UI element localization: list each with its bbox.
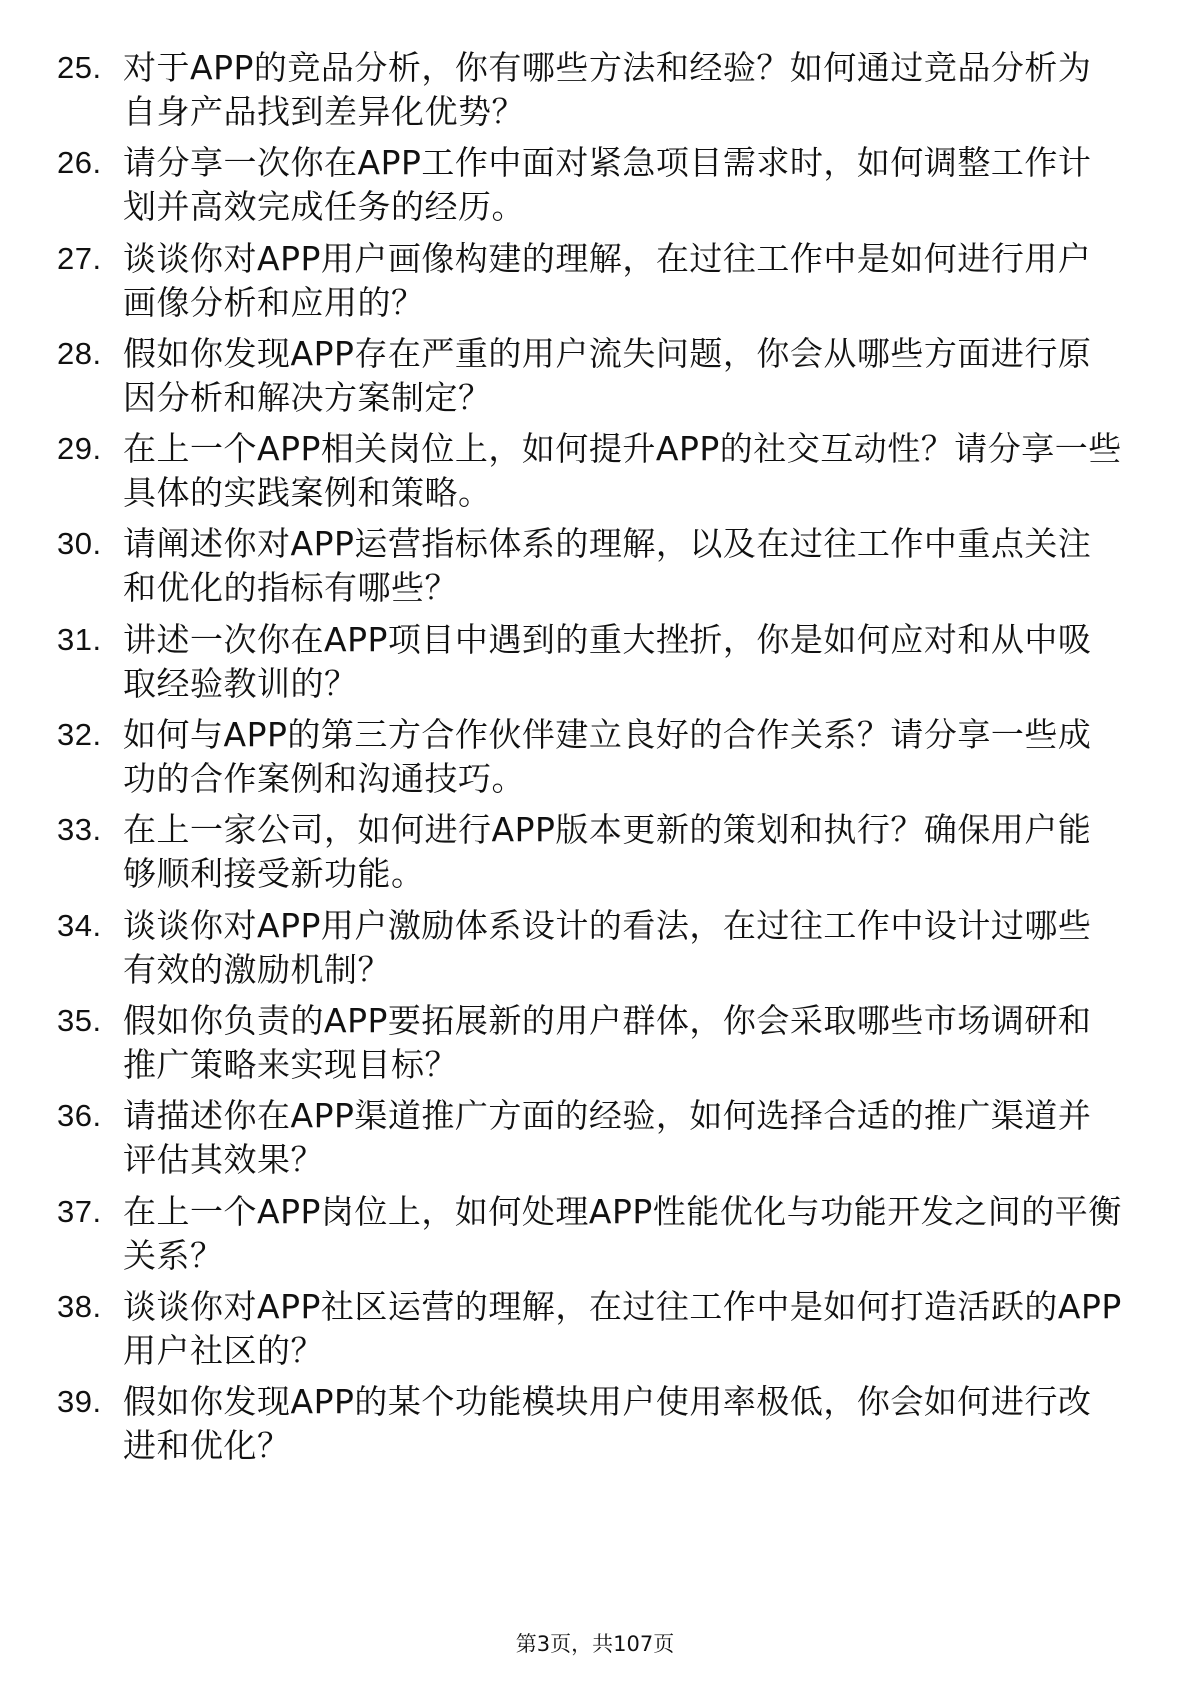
question-number: 25. [57, 50, 102, 85]
question-text: 在上一家公司，如何进行APP版本更新的策划和执行？确保用户能够顺利接受新功能。 [123, 810, 1092, 894]
question-number: 36. [57, 1098, 102, 1134]
question-number: 28. [57, 335, 102, 371]
question-item [57, 808, 1137, 896]
question-item [57, 46, 1137, 134]
question-text: 谈谈你对APP用户激励体系设计的看法，在过往工作中设计过哪些有效的激励机制？ [123, 905, 1092, 989]
question-item [57, 332, 1137, 420]
question-item [57, 1094, 1137, 1182]
question-text: 对于APP的竞品分析，你有哪些方法和经验？如何通过竞品分析为自身产品找到差异化优势？ [123, 48, 1092, 131]
question-item [57, 1285, 1137, 1373]
question-text: 在上一个APP相关岗位上，如何提升APP的社交互动性？请分享一些具体的实践案例和策略。 [123, 429, 1122, 513]
question-number: 29. [57, 431, 102, 467]
question-text: 请描述你在APP渠道推广方面的经验，如何选择合适的推广渠道并评估其效果？ [123, 1096, 1092, 1180]
question-number: 34. [57, 907, 102, 943]
question-item [57, 522, 1137, 610]
question-number: 32. [57, 717, 102, 753]
question-number: 27. [57, 240, 102, 276]
question-text: 假如你发现APP的某个功能模块用户使用率极低，你会如何进行改进和优化？ [123, 1382, 1092, 1466]
question-number: 39. [57, 1384, 102, 1420]
question-item [57, 1190, 1137, 1278]
question-text: 假如你发现APP存在严重的用户流失问题，你会从哪些方面进行原因分析和解决方案制定？ [123, 333, 1092, 417]
question-number: 26. [57, 145, 102, 181]
page-footer: 第3页，共107页 [515, 1632, 675, 1656]
question-text: 讲述一次你在APP项目中遇到的重大挫折，你是如何应对和从中吸取经验教训的？ [123, 619, 1092, 703]
question-item [57, 618, 1137, 706]
question-text: 请阐述你对APP运营指标体系的理解，以及在过往工作中重点关注和优化的指标有哪些？ [123, 524, 1092, 608]
question-item [57, 999, 1137, 1087]
question-number: 33. [57, 812, 102, 848]
question-list [57, 46, 1137, 1475]
question-number: 31. [57, 621, 102, 657]
question-text: 如何与APP的第三方合作伙伴建立良好的合作关系？请分享一些成功的合作案例和沟通技巧。 [123, 715, 1092, 799]
question-number: 35. [57, 1002, 102, 1038]
question-number: 37. [57, 1193, 102, 1229]
question-item [57, 237, 1137, 325]
question-text: 假如你负责的APP要拓展新的用户群体，你会采取哪些市场调研和推广策略来实现目标？ [123, 1000, 1092, 1084]
question-text: 谈谈你对APP社区运营的理解，在过往工作中是如何打造活跃的APP用户社区的？ [123, 1286, 1122, 1370]
question-item [57, 427, 1137, 515]
question-item [57, 1380, 1137, 1468]
question-text: 在上一个APP岗位上，如何处理APP性能优化与功能开发之间的平衡关系？ [123, 1191, 1122, 1275]
question-item [57, 713, 1137, 801]
question-number: 30. [57, 526, 102, 562]
question-text: 请分享一次你在APP工作中面对紧急项目需求时，如何调整工作计划并高效完成任务的经历。 [123, 143, 1092, 227]
question-text: 谈谈你对APP用户画像构建的理解，在过往工作中是如何进行用户画像分析和应用的？ [123, 238, 1092, 322]
question-item [57, 904, 1137, 992]
question-number: 38. [57, 1288, 102, 1324]
question-item [57, 141, 1137, 229]
